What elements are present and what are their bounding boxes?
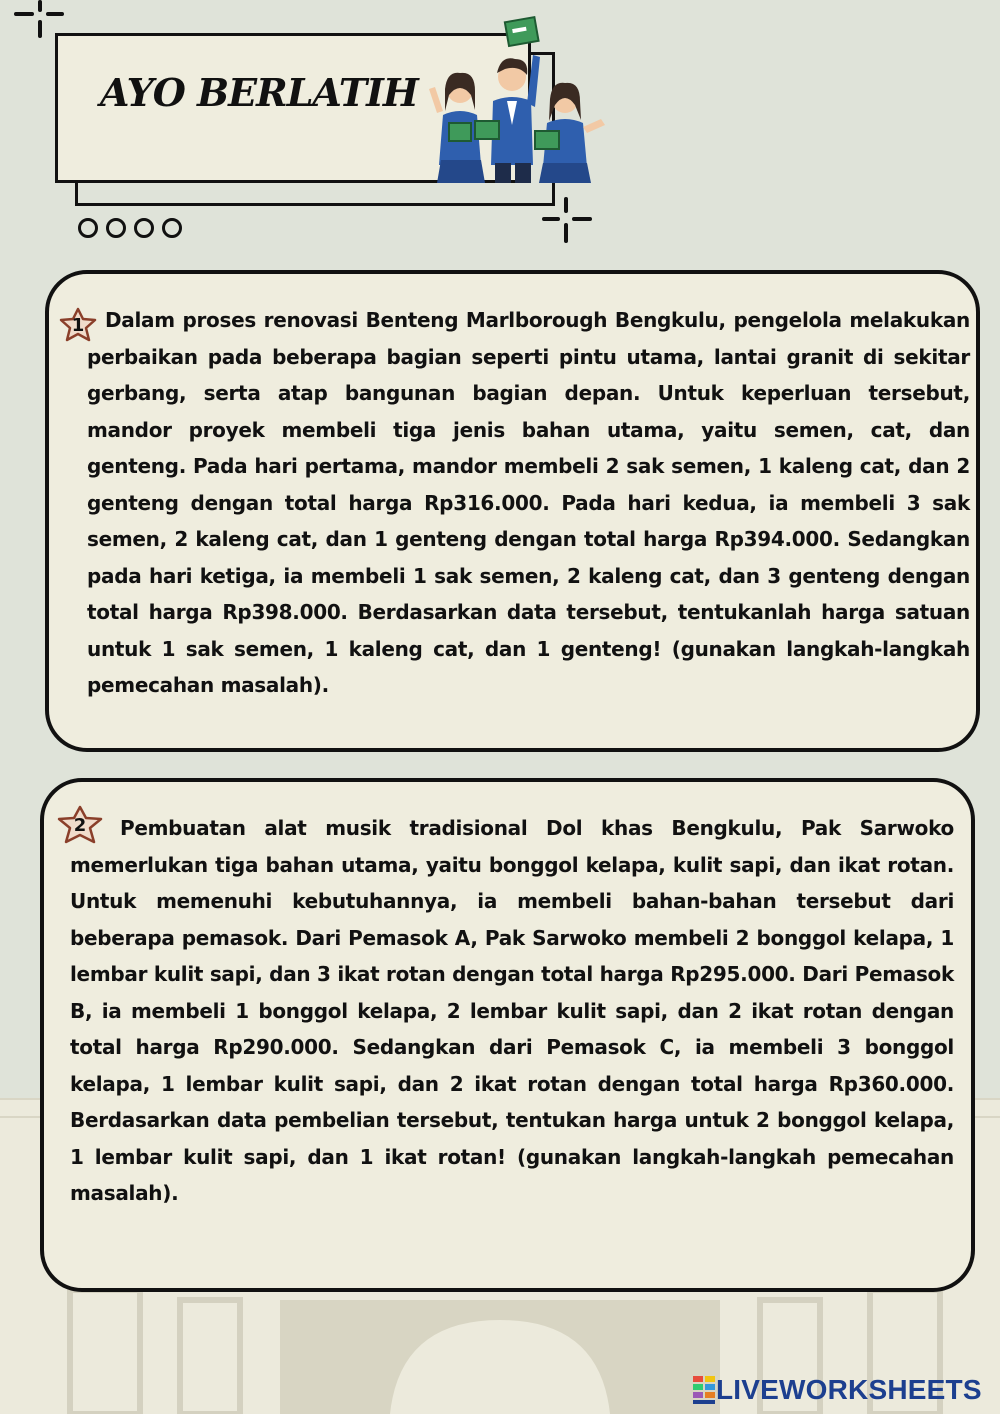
dot	[162, 218, 182, 238]
dot	[78, 218, 98, 238]
dot	[106, 218, 126, 238]
question-number: 1	[71, 314, 85, 336]
brand-name: LIVEWORKSHEETS	[716, 1374, 982, 1405]
dot	[134, 218, 154, 238]
liveworksheets-brand[interactable]	[692, 1374, 982, 1406]
decorative-dots	[78, 218, 182, 238]
students-illustration-icon	[415, 15, 615, 185]
question-1-text-block	[87, 302, 970, 704]
question-2-text-block	[70, 810, 954, 1212]
liveworksheets-logo-icon	[692, 1375, 716, 1405]
question-text: Pembuatan alat musik tradisional Dol khas Bengkulu, Pak Sarwoko memerlukan tiga bahan utama, yaitu bonggol kelapa, kulit sapi, dan ikat rotan. Untuk memenuhi kebutuhannya, ia membeli bahan-bahan tersebut dari beberapa pemasok. Dari Pemasok A, Pak Sarwoko membeli 2 bonggol kelapa, 1 lembar kulit sapi, dan 3 ikat rotan dengan total harga Rp295.000. Dari Pemasok B, ia membeli 1 bonggol kelapa, 2 lembar kulit sapi, dan 2 ikat rotan dengan total harga Rp290.000. Sedangkan dari Pemasok C, ia membeli 3 bonggol kelapa, 1 lembar kulit sapi, dan 2 ikat rotan dengan total harga Rp360.000. Berdasarkan data pembelian tersebut, tentukan harga untuk 2 bonggol kelapa, 1 lembar kulit sapi, dan 1 ikat rotan! (gunakan langkah-langkah pemecahan masalah).	[70, 816, 954, 1205]
page-title: AYO BERLATIH	[100, 70, 418, 115]
question-number: 2	[73, 814, 87, 836]
question-text: Dalam proses renovasi Benteng Marlborough Bengkulu, pengelola melakukan perbaikan pada beberapa bagian seperti pintu utama, lantai granit di sekitar gerbang, serta atap bangunan bagian depan. Untuk keperluan tersebut, mandor proyek membeli tiga jenis bahan utama, yaitu semen, cat, dan genteng. Pada hari pertama, mandor membeli 2 sak semen, 1 kaleng cat, dan 2 genteng dengan total harga Rp316.000. Pada hari kedua, ia membeli 3 sak semen, 2 kaleng cat, dan 1 genteng dengan total harga Rp394.000. Sedangkan pada hari ketiga, ia membeli 1 sak semen, 2 kaleng cat, dan 3 genteng dengan total harga Rp398.000. Berdasarkan data tersebut, tentukanlah harga satuan untuk 1 sak semen, 1 kaleng cat, dan 1 genteng! (gunakan langkah-langkah pemecahan masalah).	[87, 308, 970, 697]
